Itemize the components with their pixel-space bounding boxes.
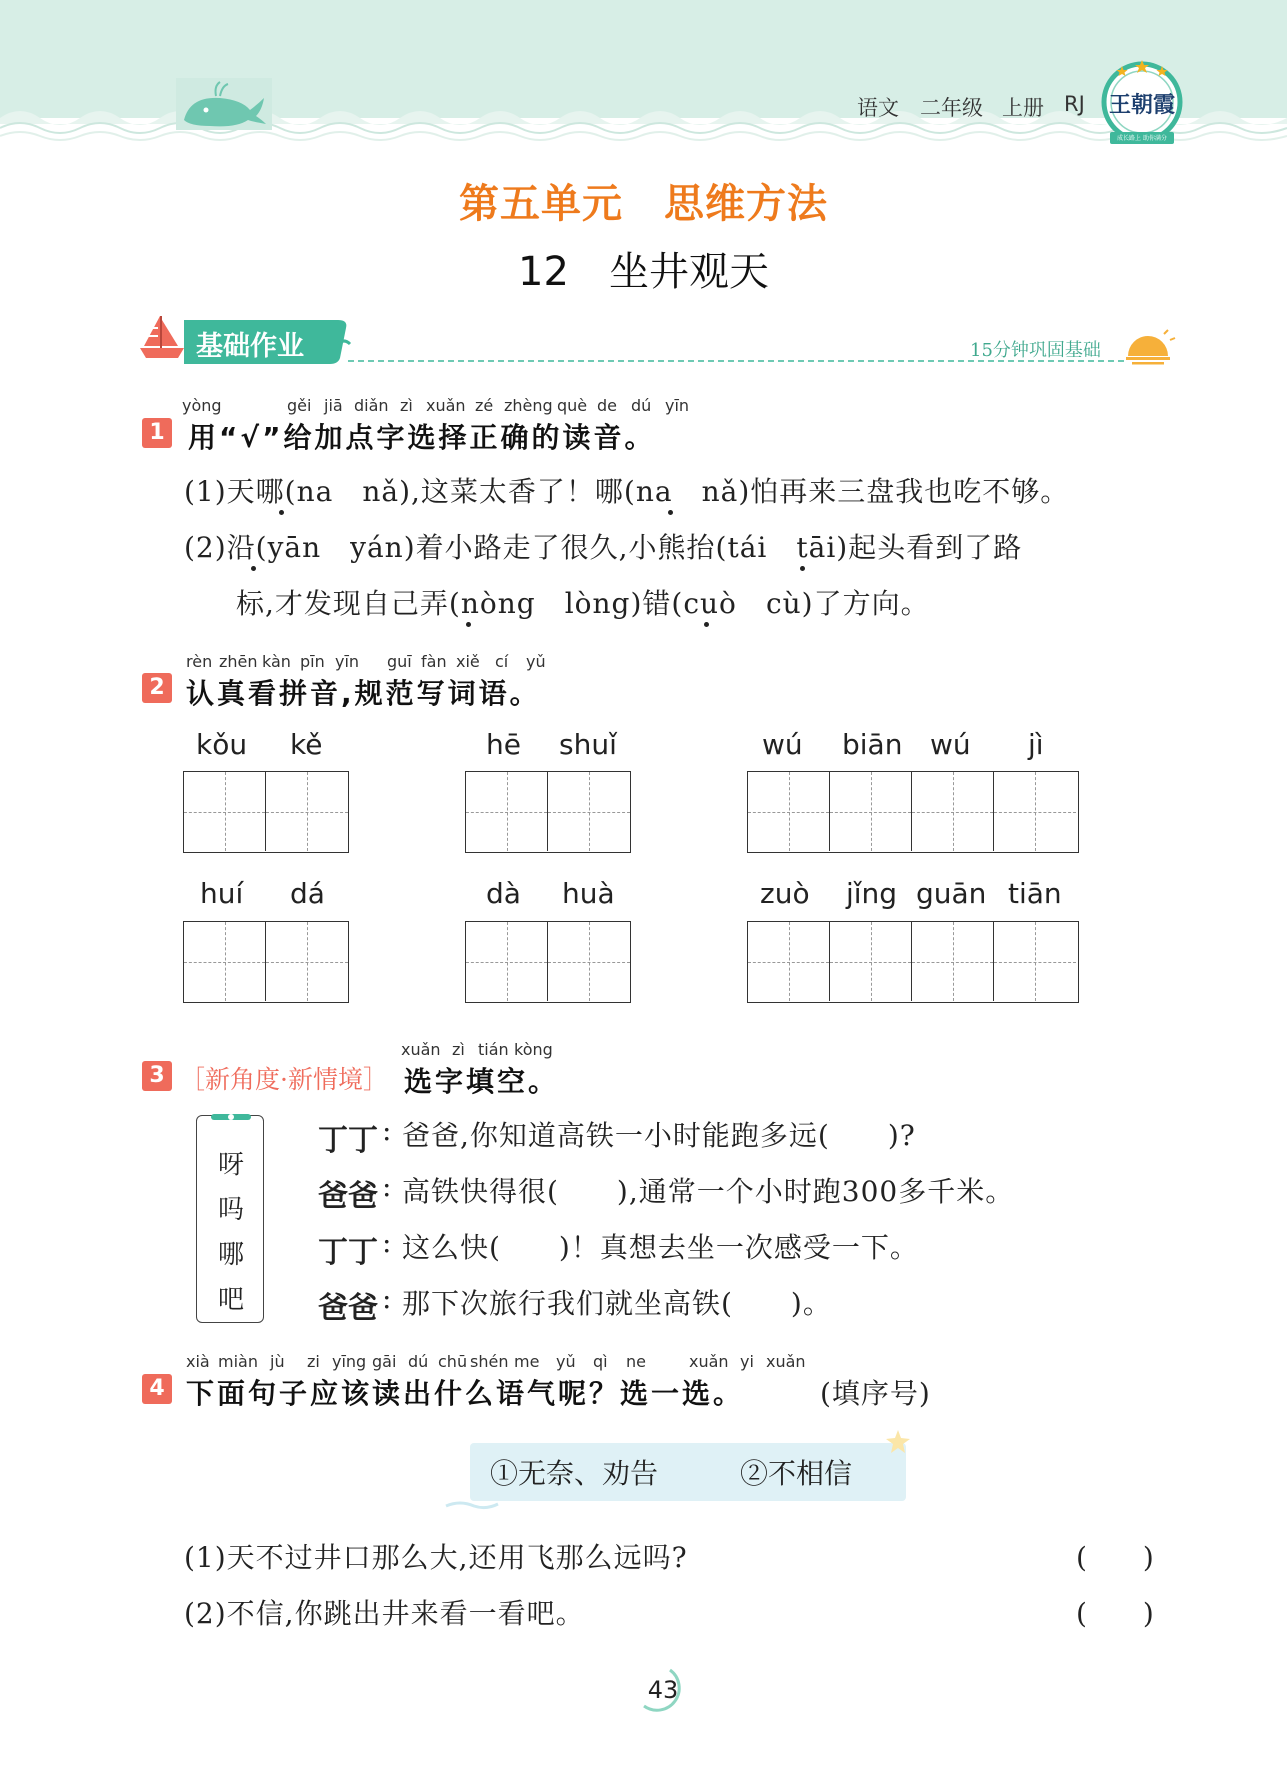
q4-pinyin-13: xuǎn bbox=[689, 1352, 729, 1371]
q1-item1-opt1[interactable]: na bbox=[296, 475, 334, 508]
grid-cell[interactable] bbox=[466, 772, 548, 851]
choice-word: 呀 bbox=[217, 1150, 244, 1180]
q2-word3-syl2: biān bbox=[842, 728, 903, 761]
q2-word4-syl2: dá bbox=[290, 877, 325, 910]
tone-option: ①无奈、劝告 bbox=[490, 1457, 659, 1490]
q1-item2-c: )起头看到了路 bbox=[836, 531, 1023, 564]
q1-item2-line2 bbox=[236, 582, 930, 622]
emphasis-dot bbox=[800, 566, 805, 571]
q1-item2-opt2[interactable]: yán bbox=[350, 531, 404, 564]
answer-blank[interactable]: ( ) bbox=[1076, 1597, 1154, 1630]
grid-cell[interactable] bbox=[184, 922, 266, 1001]
q3-tag: ［新角度·新情境］ bbox=[180, 1065, 388, 1094]
edition-label: RJ bbox=[1064, 92, 1085, 116]
q1-pinyin-2: jiā bbox=[324, 396, 343, 415]
q2-word5-syl2: huà bbox=[562, 877, 615, 910]
grid-cell[interactable] bbox=[830, 772, 912, 851]
q1-pinyin-6: zé bbox=[475, 396, 494, 415]
q2-word4-syl1: huí bbox=[200, 877, 244, 910]
choice-word: 吧 bbox=[217, 1285, 244, 1315]
section-note: 15分钟巩固基础 bbox=[970, 340, 1101, 361]
q1-item2-b: )着小路走了很久,小熊抬( bbox=[403, 531, 728, 564]
q4-pinyin-15: xuǎn bbox=[766, 1352, 806, 1371]
q2-word2-syl1: hē bbox=[486, 728, 521, 761]
q4-pinyin-7: chū bbox=[438, 1352, 468, 1371]
q4-pinyin-2: jù bbox=[270, 1352, 285, 1371]
q4-pinyin-3: zi bbox=[307, 1352, 320, 1371]
dialogue-colon: : bbox=[382, 1170, 393, 1203]
q1-prompt-a: 用 bbox=[188, 421, 220, 454]
q2-word1-syl1: kǒu bbox=[196, 728, 248, 761]
grid-cell[interactable] bbox=[266, 922, 348, 1001]
q4-pinyin-5: gāi bbox=[372, 1352, 397, 1371]
q4-pinyin-0: xià bbox=[186, 1352, 210, 1371]
q4-pinyin-11: qì bbox=[593, 1352, 608, 1371]
q4-pinyin-10: yǔ bbox=[556, 1352, 576, 1371]
grid-cell[interactable] bbox=[748, 772, 830, 851]
q1-item2-opt4[interactable]: tāi bbox=[796, 531, 837, 564]
emphasis-dot bbox=[251, 566, 256, 571]
writing-grid[interactable] bbox=[183, 771, 349, 853]
q4-pinyin-12: ne bbox=[626, 1352, 646, 1371]
whale-icon bbox=[176, 78, 272, 130]
q1-pinyin-0: yòng bbox=[182, 396, 222, 415]
unit-title: 第五单元 思维方法 bbox=[459, 181, 828, 227]
grid-cell[interactable] bbox=[548, 772, 630, 851]
emphasis-dot bbox=[466, 622, 471, 627]
brand-name: 王朝霞 bbox=[1108, 92, 1175, 118]
dialogue-speaker: 爸爸 bbox=[318, 1179, 378, 1214]
star-icon bbox=[884, 1428, 912, 1456]
q1-item1-line bbox=[184, 470, 1069, 510]
grid-cell[interactable] bbox=[266, 772, 348, 851]
q2-word2-syl2: shuǐ bbox=[559, 728, 617, 761]
q2-pinyin-7: xiě bbox=[456, 652, 480, 671]
q1-item1-a: (1)天哪( bbox=[184, 475, 297, 508]
grid-cell[interactable] bbox=[830, 922, 912, 1001]
q2-word6-syl4: tiān bbox=[1008, 877, 1062, 910]
dialogue-speaker: 丁丁 bbox=[318, 1123, 378, 1158]
dialogue-text[interactable]: 那下次旅行我们就坐高铁( )。 bbox=[402, 1287, 832, 1320]
dialogue-text[interactable]: 爸爸,你知道高铁一小时能跑多远( )? bbox=[402, 1119, 916, 1152]
grid-cell[interactable] bbox=[994, 772, 1076, 851]
emphasis-dot bbox=[668, 510, 673, 515]
q2-pinyin-1: zhēn bbox=[219, 652, 258, 671]
q1-pinyin-9: de bbox=[597, 396, 617, 415]
q2-pinyin-6: fàn bbox=[421, 652, 447, 671]
writing-grid[interactable] bbox=[747, 771, 1079, 853]
q2-pinyin-2: kàn bbox=[262, 652, 291, 671]
q1-item2-opt6[interactable]: lòng bbox=[564, 587, 631, 620]
q1-item1-b: ),这菜太香了！哪( bbox=[399, 475, 636, 508]
dialogue-colon: : bbox=[382, 1114, 393, 1147]
q2-word6-syl1: zuò bbox=[760, 877, 810, 910]
q1-pinyin-5: xuǎn bbox=[426, 396, 466, 415]
lesson-title: 12 坐井观天 bbox=[518, 249, 769, 295]
writing-grid[interactable] bbox=[747, 921, 1079, 1003]
q1-item2-a: (2)沿( bbox=[184, 531, 268, 564]
q2-prompt: 认真看拼音,规范写词语。 bbox=[186, 677, 541, 710]
grid-cell[interactable] bbox=[548, 922, 630, 1001]
q2-pinyin-8: cí bbox=[495, 652, 509, 671]
q1-pinyin-8: què bbox=[557, 396, 588, 415]
q1-pinyin-1: gěi bbox=[287, 396, 312, 415]
brand-badge bbox=[1100, 58, 1184, 148]
q1-pinyin-11: yīn bbox=[665, 396, 690, 415]
q1-pinyin-7: zhèng bbox=[504, 396, 553, 415]
writing-grid[interactable] bbox=[465, 771, 631, 853]
page-number: 43 bbox=[647, 1676, 679, 1704]
emphasis-dot bbox=[704, 622, 709, 627]
q4-prompt: 下面句子应该读出什么语气呢？选一选。 bbox=[186, 1377, 745, 1410]
q1-pinyin-4: zì bbox=[400, 396, 413, 415]
q2-pinyin-0: rèn bbox=[186, 652, 213, 671]
q2-word3-syl1: wú bbox=[762, 728, 803, 761]
q1-item2-f: )了方向。 bbox=[801, 587, 930, 620]
q1-pinyin-3: diǎn bbox=[354, 396, 389, 415]
q2-word3-syl4: jì bbox=[1028, 728, 1044, 761]
q2-word6-syl2: jǐng bbox=[846, 877, 898, 910]
q1-item1-opt2[interactable]: nǎ bbox=[362, 475, 400, 508]
q1-prompt-b: 给加点字选择正确的读音。 bbox=[283, 421, 656, 454]
q4-item-text: (1)天不过井口那么大,还用飞那么远吗? bbox=[184, 1541, 688, 1574]
q4-pinyin-9: me bbox=[514, 1352, 540, 1371]
emphasis-dot bbox=[279, 510, 284, 515]
brand-tagline: 成长路上 助你满分 bbox=[1117, 135, 1167, 142]
q1-item1-opt3[interactable]: na bbox=[635, 475, 673, 508]
section-label: 基础作业 bbox=[196, 331, 304, 362]
q1-pinyin-10: dú bbox=[631, 396, 652, 415]
q2-pinyin-3: pīn bbox=[300, 652, 325, 671]
card-ring-icon bbox=[211, 1110, 251, 1124]
dialogue-colon: : bbox=[382, 1282, 393, 1315]
grid-cell[interactable] bbox=[912, 772, 994, 851]
q4-pinyin-8: shén bbox=[470, 1352, 509, 1371]
dialogue-speaker: 爸爸 bbox=[318, 1291, 378, 1326]
q1-number: 1 bbox=[142, 418, 172, 448]
q2-word5-syl1: dà bbox=[486, 877, 521, 910]
q1-item2-opt8[interactable]: cù bbox=[765, 587, 802, 620]
dialogue-colon: : bbox=[382, 1226, 393, 1259]
q2-word6-syl3: guān bbox=[916, 877, 987, 910]
q4-prompt-note: (填序号) bbox=[820, 1377, 931, 1410]
q4-item-text: (2)不信,你跳出井来看一看吧。 bbox=[184, 1597, 585, 1630]
grid-cell[interactable] bbox=[184, 772, 266, 851]
grid-cell[interactable] bbox=[748, 922, 830, 1001]
q1-item2-opt3[interactable]: tái bbox=[727, 531, 768, 564]
q1-item2-line1 bbox=[184, 526, 1022, 566]
q4-pinyin-6: dú bbox=[408, 1352, 429, 1371]
q4-pinyin-14: yi bbox=[740, 1352, 754, 1371]
q1-item1-opt4[interactable]: nǎ bbox=[701, 475, 739, 508]
q3-pinyin-3: kòng bbox=[514, 1040, 553, 1059]
answer-blank[interactable]: ( ) bbox=[1076, 1541, 1154, 1574]
dialogue-text[interactable]: 高铁快得很( ),通常一个小时跑300多千米。 bbox=[402, 1175, 1015, 1208]
volume-label: 上册 bbox=[1002, 96, 1044, 120]
q1-item2-d: 标,才发现自己弄( bbox=[236, 587, 461, 620]
q1-item2-opt7[interactable]: cuò bbox=[683, 587, 737, 620]
word-choice-card bbox=[196, 1115, 264, 1323]
q2-pinyin-5: guī bbox=[387, 652, 412, 671]
q1-item2-opt1[interactable]: yān bbox=[267, 531, 322, 564]
q3-pinyin-0: xuǎn bbox=[401, 1040, 441, 1059]
q2-number: 2 bbox=[142, 673, 172, 703]
sunset-icon bbox=[1120, 326, 1176, 368]
writing-grid[interactable] bbox=[183, 921, 349, 1003]
q4-pinyin-1: miàn bbox=[218, 1352, 258, 1371]
q2-pinyin-4: yīn bbox=[335, 652, 360, 671]
q2-pinyin-9: yǔ bbox=[526, 652, 546, 671]
q2-word1-syl2: kě bbox=[290, 728, 323, 761]
choice-word: 吗 bbox=[217, 1195, 244, 1225]
tone-option: ②不相信 bbox=[740, 1457, 853, 1490]
q1-item2-e: )错( bbox=[630, 587, 684, 620]
q3-pinyin-2: tián bbox=[478, 1040, 509, 1059]
q3-prompt: 选字填空。 bbox=[404, 1065, 560, 1098]
grid-cell[interactable] bbox=[912, 922, 994, 1001]
q1-item2-opt5[interactable]: nòng bbox=[460, 587, 536, 620]
q4-pinyin-4: yīng bbox=[332, 1352, 367, 1371]
sailboat-icon bbox=[138, 312, 188, 362]
q3-number: 3 bbox=[142, 1061, 172, 1091]
subject-label: 语文 bbox=[857, 96, 899, 120]
q3-pinyin-1: zì bbox=[452, 1040, 465, 1059]
dialogue-speaker: 丁丁 bbox=[318, 1235, 378, 1270]
grade-label: 二年级 bbox=[920, 96, 983, 120]
writing-grid[interactable] bbox=[465, 921, 631, 1003]
q1-prompt bbox=[188, 416, 656, 456]
q1-prompt-quote: “√” bbox=[219, 421, 284, 454]
q2-word3-syl3: wú bbox=[930, 728, 971, 761]
q1-item1-c: )怕再来三盘我也吃不够。 bbox=[738, 475, 1070, 508]
grid-cell[interactable] bbox=[994, 922, 1076, 1001]
choice-word: 哪 bbox=[217, 1240, 244, 1270]
grid-cell[interactable] bbox=[466, 922, 548, 1001]
q4-number: 4 bbox=[142, 1374, 172, 1404]
dialogue-text[interactable]: 这么快( )！真想去坐一次感受一下。 bbox=[402, 1231, 919, 1264]
